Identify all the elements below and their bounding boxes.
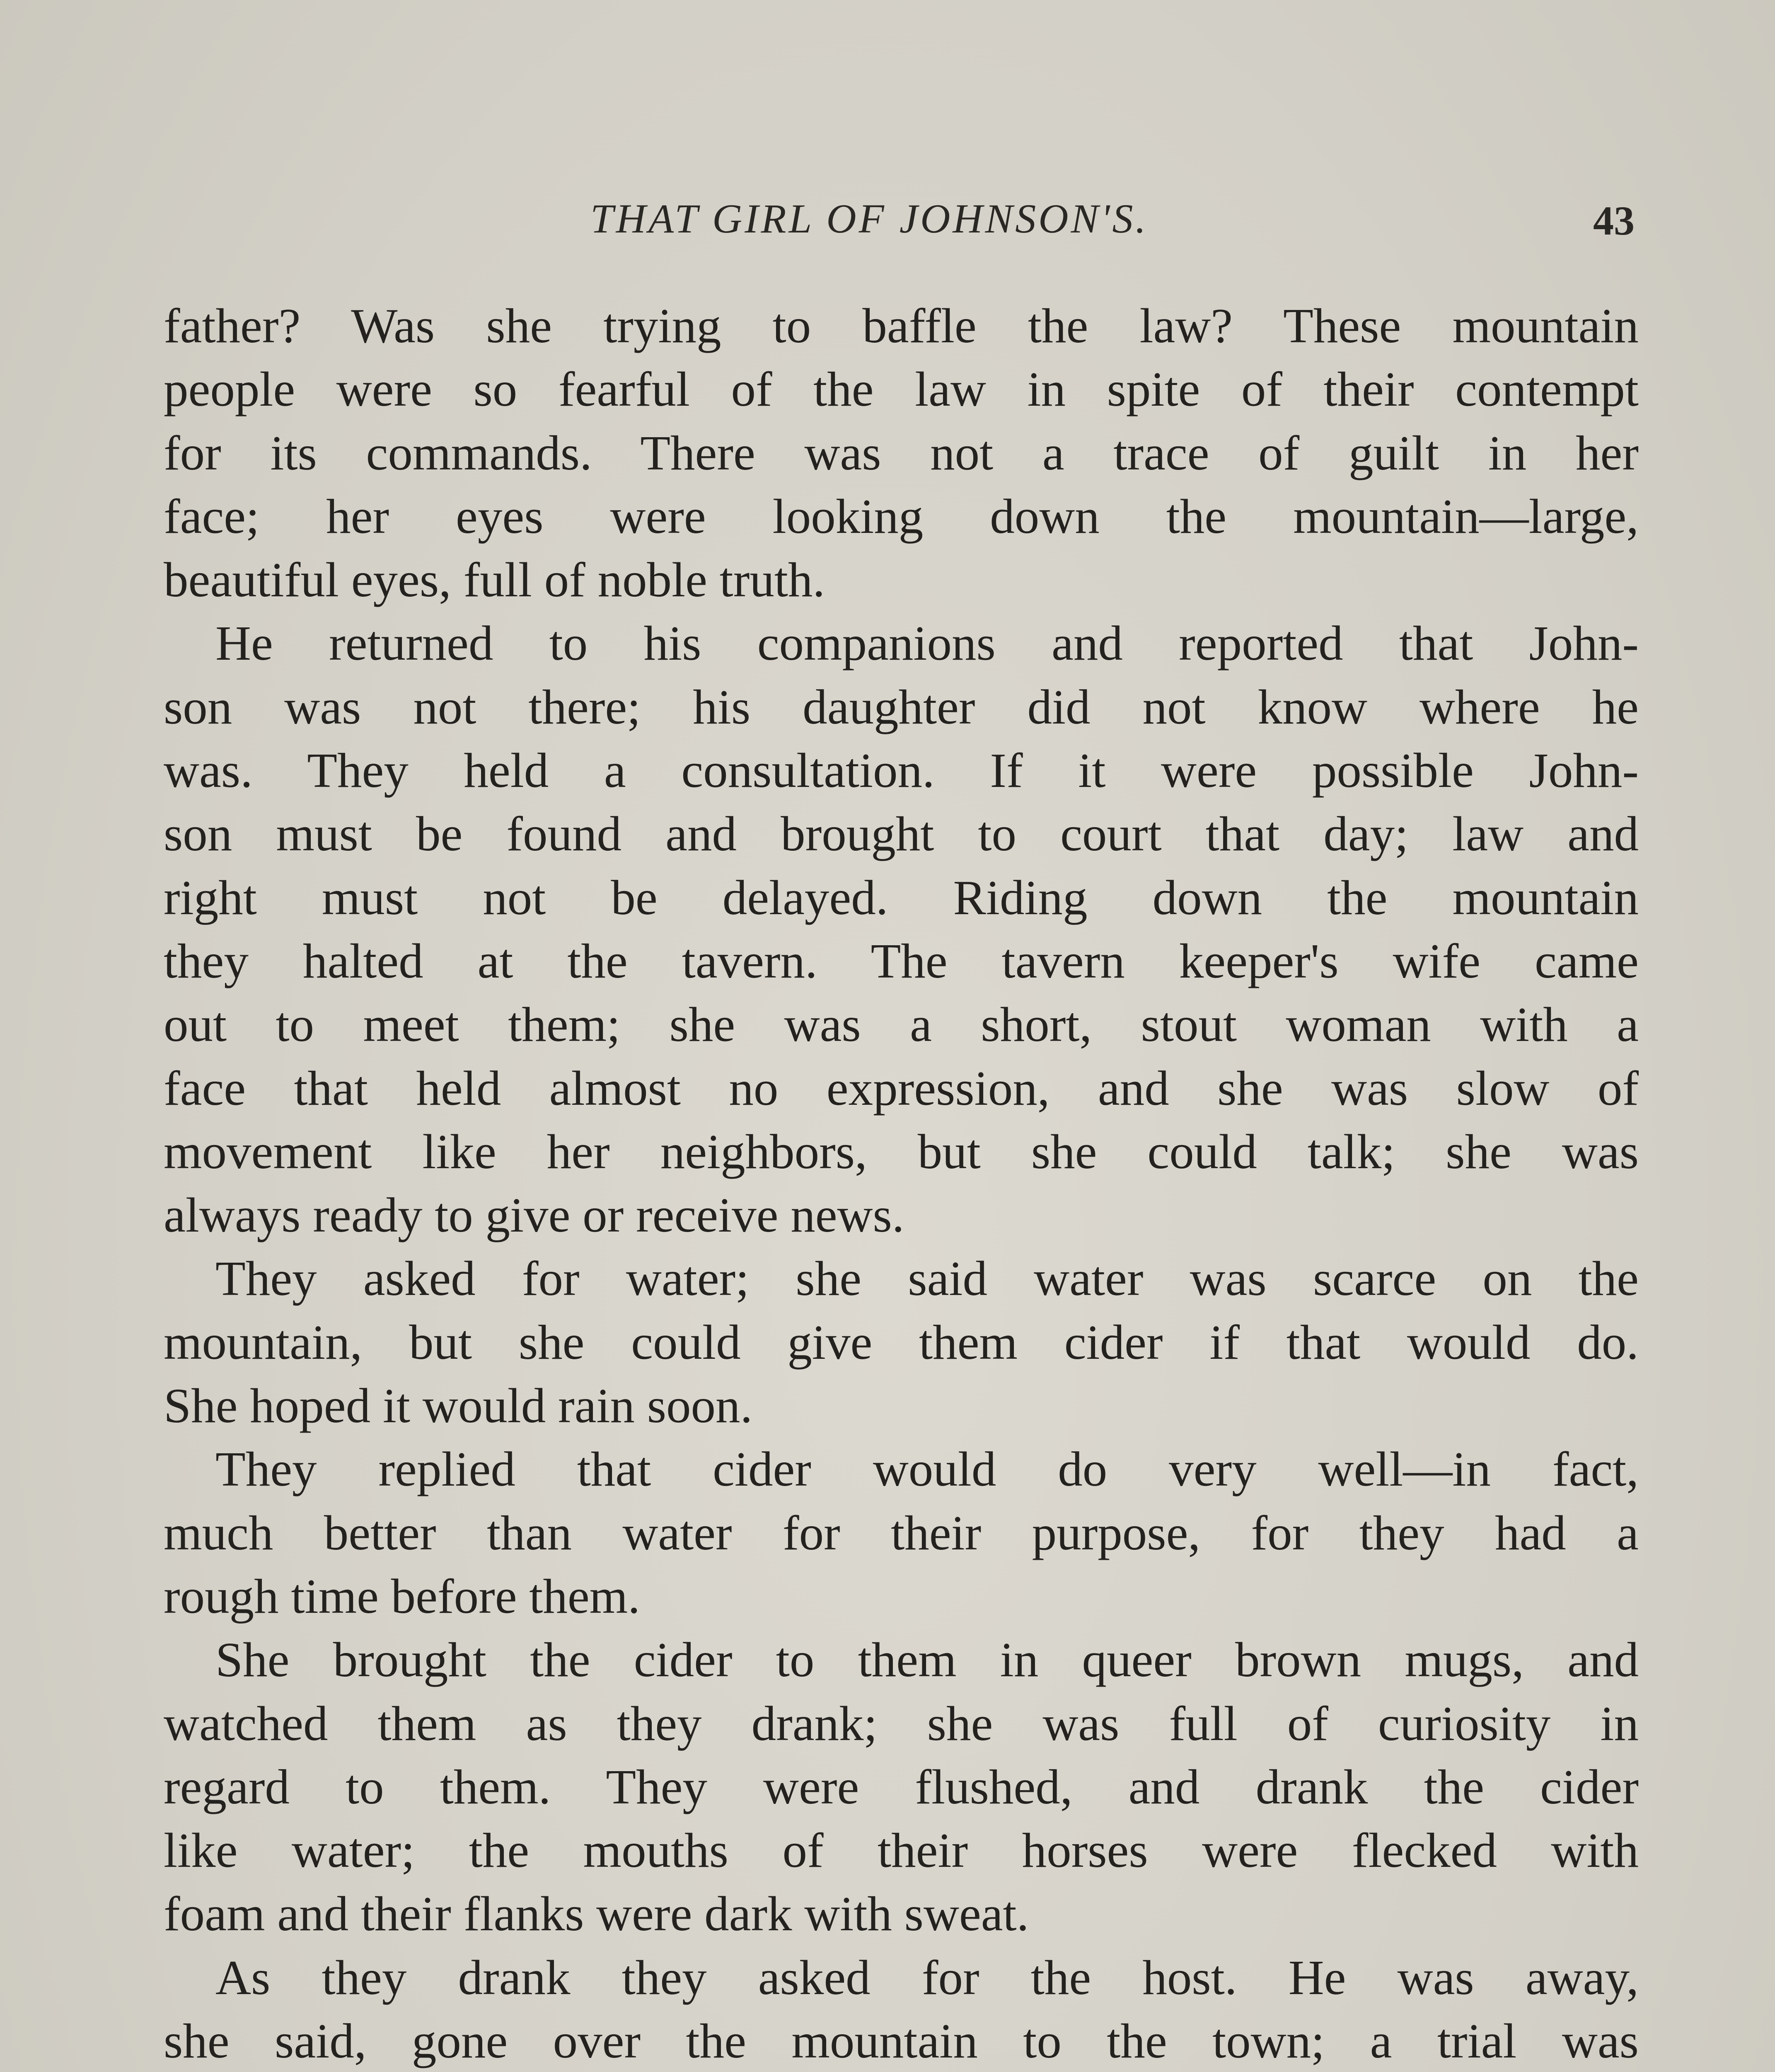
text-line: face; her eyes were looking down the mountain—large, [164, 489, 1639, 544]
text-line: watched them as they drank; she was full of curiosity in [164, 1696, 1639, 1751]
text-line: she said, gone over the mountain to the town; a trial was [164, 2014, 1639, 2069]
text-line: always ready to give or receive news. [164, 1188, 904, 1243]
paragraph-first-line: They asked for water; she said water was scarce on the [215, 1251, 1639, 1306]
paragraph-first-line: They replied that cider would do very well—in fact, [215, 1442, 1639, 1497]
text-line: much better than water for their purpose, for they had a [164, 1505, 1639, 1560]
text-line: for its commands. There was not a trace of guilt in her [164, 425, 1639, 480]
text-line: movement like her neighbors, but she could talk; she was [164, 1124, 1639, 1179]
paragraph-first-line: He returned to his companions and reported that John- [215, 616, 1639, 671]
body-text [164, 294, 1639, 2072]
paragraph-first-line: As they drank they asked for the host. He was away, [215, 1950, 1639, 2005]
running-title: THAT GIRL OF JOHNSON'S. [590, 196, 1149, 242]
text-line: mountain, but she could give them cider if that would do. [164, 1314, 1639, 1370]
text-line: regard to them. They were flushed, and drank the cider [164, 1759, 1639, 1814]
text-line: people were so fearful of the law in spite of their contempt [164, 362, 1639, 417]
text-line: She hoped it would rain soon. [164, 1378, 753, 1433]
text-line: face that held almost no expression, and she was slow of [164, 1060, 1639, 1116]
text-line: son was not there; his daughter did not know where he [164, 679, 1639, 734]
text-line: out to meet them; she was a short, stout woman with a [164, 997, 1639, 1052]
paragraph-first-line: She brought the cider to them in queer brown mugs, and [215, 1632, 1639, 1687]
text-line: was. They held a consultation. If it were possible John- [164, 743, 1639, 798]
text-line: beautiful eyes, full of noble truth. [164, 552, 825, 608]
text-line: rough time before them. [164, 1569, 640, 1624]
text-line: father? Was she trying to baffle the law? These mountain [164, 298, 1639, 353]
text-line: foam and their flanks were dark with sweat. [164, 1886, 1029, 1941]
text-line: like water; the mouths of their horses were flecked with [164, 1823, 1639, 1878]
text-line: they halted at the tavern. The tavern keeper's wife came [164, 933, 1639, 988]
text-line: right must not be delayed. Riding down the mountain [164, 870, 1639, 925]
page-number: 43 [1593, 198, 1635, 244]
text-line: son must be found and brought to court that day; law and [164, 806, 1639, 862]
